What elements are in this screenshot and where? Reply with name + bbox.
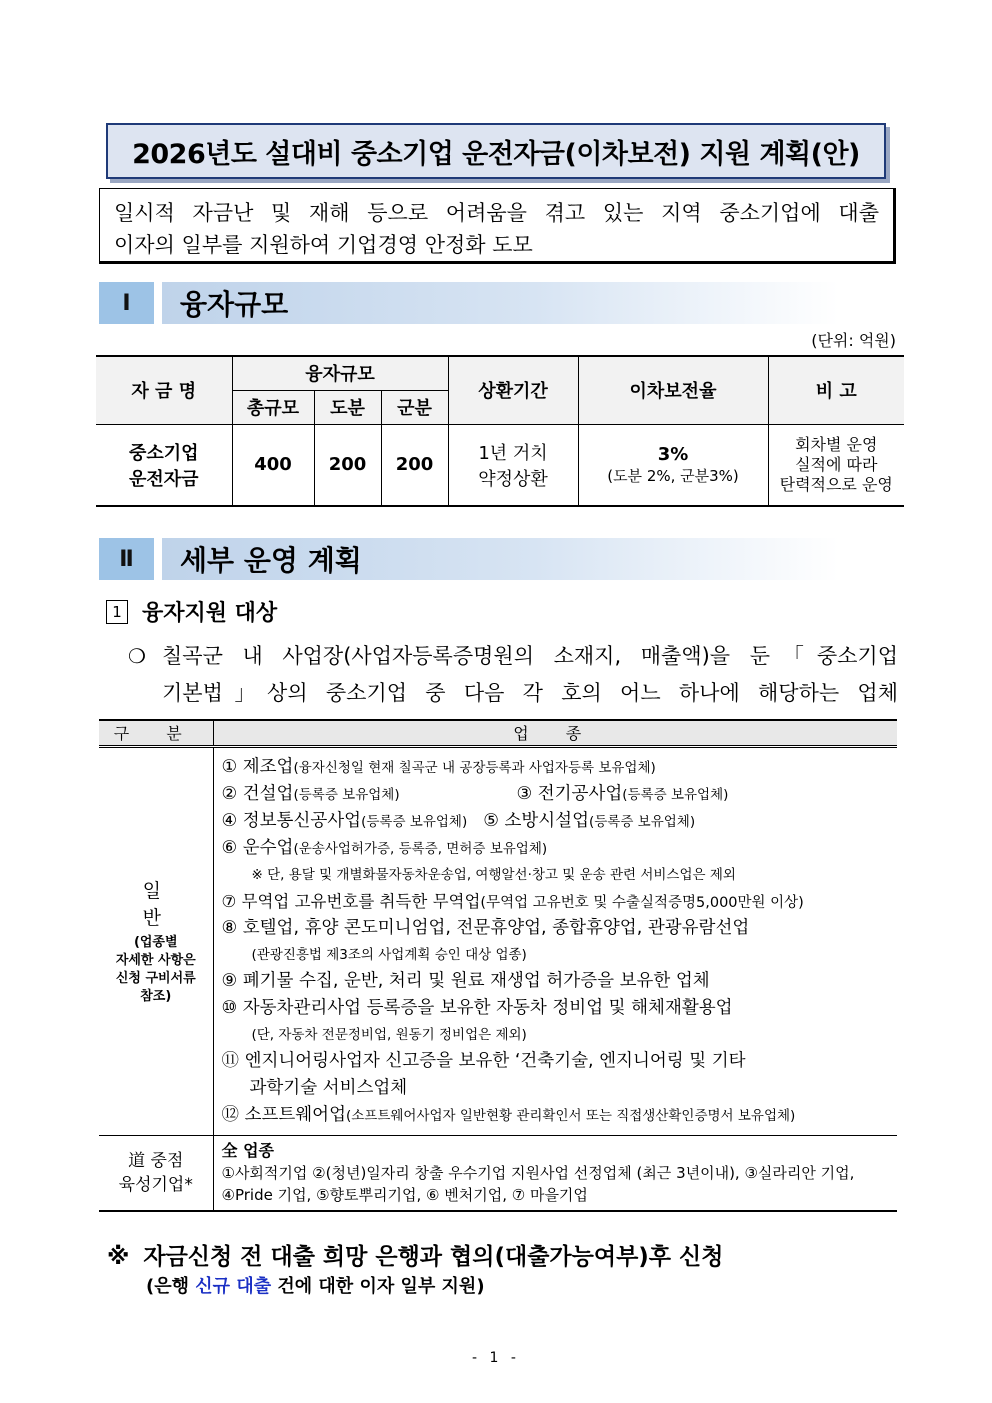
header-category: 구 분 <box>99 720 213 746</box>
key-company-list <box>213 1135 897 1211</box>
notice-sub <box>146 1272 485 1298</box>
header-county: 군분 <box>381 390 448 424</box>
eligibility-bullet <box>128 638 898 712</box>
bullet-line-2: 기본법」상의 중소기업 중 다음 각 호의 어느 하나에 해당하는 업체 <box>162 681 898 705</box>
section-1-heading <box>99 282 839 324</box>
header-industry: 업 종 <box>213 720 897 746</box>
funding-table <box>96 355 904 507</box>
section-2-title: 세부 운영 계획 <box>162 538 839 580</box>
list-item-note: ※ 단, 용달 및 개별화물자동차운송업, 여행알선·창고 및 운송 관련 서비스업은 제외 <box>251 866 736 883</box>
key-category-line-1: 道 중점 <box>128 1150 184 1171</box>
list-item: ⑧ 호텔업, 휴양 콘도미니엄업, 전문휴양업, 종합휴양업, 관광유람선업 <box>221 917 750 938</box>
section-1-number: Ⅰ <box>99 282 154 324</box>
general-industry-list <box>213 746 897 1135</box>
county-value: 200 <box>381 424 448 506</box>
header-remarks: 비 고 <box>768 356 904 424</box>
notice-sub-post: 건에 대한 이자 일부 지원) <box>271 1276 485 1297</box>
notice-mark: ※ <box>107 1244 130 1270</box>
general-category-cell <box>99 746 213 1135</box>
subsection-number-box: 1 <box>106 600 128 624</box>
rate-value: 3% <box>657 443 689 465</box>
list-item: ⑪ 엔지니어링사업자 신고증을 보유한 ‘건축기술, 엔지니어링 및 기타 <box>221 1050 746 1071</box>
list-item-continued: 과학기술 서비스업체 <box>249 1077 408 1098</box>
list-item: ⑨ 폐기물 수집, 운반, 처리 및 원료 재생업 허가증을 보유한 업체 <box>221 970 710 991</box>
notice-sub-highlight: 신규 대출 <box>195 1276 272 1297</box>
list-item: ⑦ 무역업 고유번호를 취득한 무역업(무역업 고유번호 및 수출실적증명5,000만원 이상) <box>221 891 804 911</box>
list-item: ⑥ 운수업(운송사업허가증, 등록증, 면허증 보유업체) <box>221 837 548 858</box>
key-list-line-1: ①사회적기업 ②(청년)일자리 창출 우수기업 지원사업 선정업체 (최근 3년이내), ③실라리안 기업, <box>221 1163 855 1182</box>
rate-detail: (도분 2%, 군분3%) <box>607 466 739 485</box>
list-item: ② 건설업(등록증 보유업체) ③ 전기공사업(등록증 보유업체) <box>221 783 729 804</box>
key-list-line-2: ④Pride 기업, ⑤향토뿌리기업, ⑥ 벤처기업, ⑦ 마을기업 <box>221 1185 588 1204</box>
section-2-number: Ⅱ <box>99 538 154 580</box>
general-note: (업종별 자세한 사항은 신청 구비서류 참조) <box>115 935 196 1004</box>
key-all-industries: 全 업종 <box>221 1140 274 1160</box>
repay-period-cell <box>448 424 578 506</box>
province-value: 200 <box>314 424 381 506</box>
key-category-line-2: 육성기업* <box>118 1174 193 1195</box>
list-item: ⑫ 소프트웨어업(소프트웨어사업자 일반현황 관리확인서 또는 직접생산확인증명서 보유업체) <box>221 1104 796 1125</box>
subsection-1-heading <box>106 596 277 627</box>
purpose-box <box>99 188 896 264</box>
remarks-line-3: 탄력적으로 운영 <box>779 474 893 494</box>
key-company-category-cell <box>99 1135 213 1211</box>
header-interest-rate: 이차보전율 <box>578 356 768 424</box>
list-item: ① 제조업(융자신청일 현재 칠곡군 내 공장등록과 사업자등록 보유업체) <box>221 756 656 777</box>
period-line-2: 약정상환 <box>478 468 548 490</box>
notice-main <box>107 1238 723 1271</box>
interest-rate-cell <box>578 424 768 506</box>
list-item: ⑩ 자동차관리사업 등록증을 보유한 자동차 정비업 및 해체재활용업 <box>221 997 733 1018</box>
header-fund-name: 자 금 명 <box>96 356 232 424</box>
business-type-table <box>99 719 897 1212</box>
header-province: 도분 <box>314 390 381 424</box>
document-title: 2026년도 설대비 중소기업 운전자금(이차보전) 지원 계획(안) <box>106 123 886 179</box>
remarks-cell <box>768 424 904 506</box>
fund-name-line-2: 운전자금 <box>128 468 199 490</box>
list-item-note: (단, 자동차 전문정비업, 원동기 정비업은 제외) <box>251 1026 527 1043</box>
remarks-line-2: 실적에 따라 <box>795 454 878 474</box>
list-item: ④ 정보통신공사업(등록증 보유업체) ⑤ 소방시설업(등록증 보유업체) <box>221 810 696 831</box>
fund-name-line-1: 중소기업 <box>128 442 199 464</box>
bullet-line-1: 칠곡군 내 사업장(사업자등록증명원의 소재지, 매출액)을 둔「중소기업 <box>162 644 898 668</box>
header-repay-period: 상환기간 <box>448 356 578 424</box>
unit-label: (단위: 억원) <box>811 331 896 350</box>
bullet-circle-icon: ❍ <box>128 644 146 668</box>
general-label: 일 반 <box>142 880 183 929</box>
section-1-title: 융자규모 <box>162 282 839 324</box>
section-2-heading <box>99 538 839 580</box>
total-value: 400 <box>232 424 314 506</box>
period-line-1: 1년 거치 <box>478 442 548 464</box>
purpose-line-2: 이자의 일부를 지원하여 기업경영 안정화 도모 <box>114 233 533 257</box>
fund-name-cell <box>96 424 232 506</box>
page-number: - 1 - <box>472 1350 520 1366</box>
notice-sub-pre: (은행 <box>146 1276 196 1297</box>
subsection-1-title: 융자지원 대상 <box>142 601 278 626</box>
remarks-line-1: 회차별 운영 <box>795 434 878 454</box>
header-total: 총규모 <box>232 390 314 424</box>
purpose-line-1: 일시적 자금난 및 재해 등으로 어려움을 겪고 있는 지역 중소기업에 대출 <box>114 201 879 225</box>
list-item-note: (관광진흥법 제3조의 사업계획 승인 대상 업종) <box>251 946 527 963</box>
header-loan-scale: 융자규모 <box>232 356 448 390</box>
notice-text: 자금신청 전 대출 희망 은행과 협의(대출가능여부)후 신청 <box>143 1244 724 1270</box>
